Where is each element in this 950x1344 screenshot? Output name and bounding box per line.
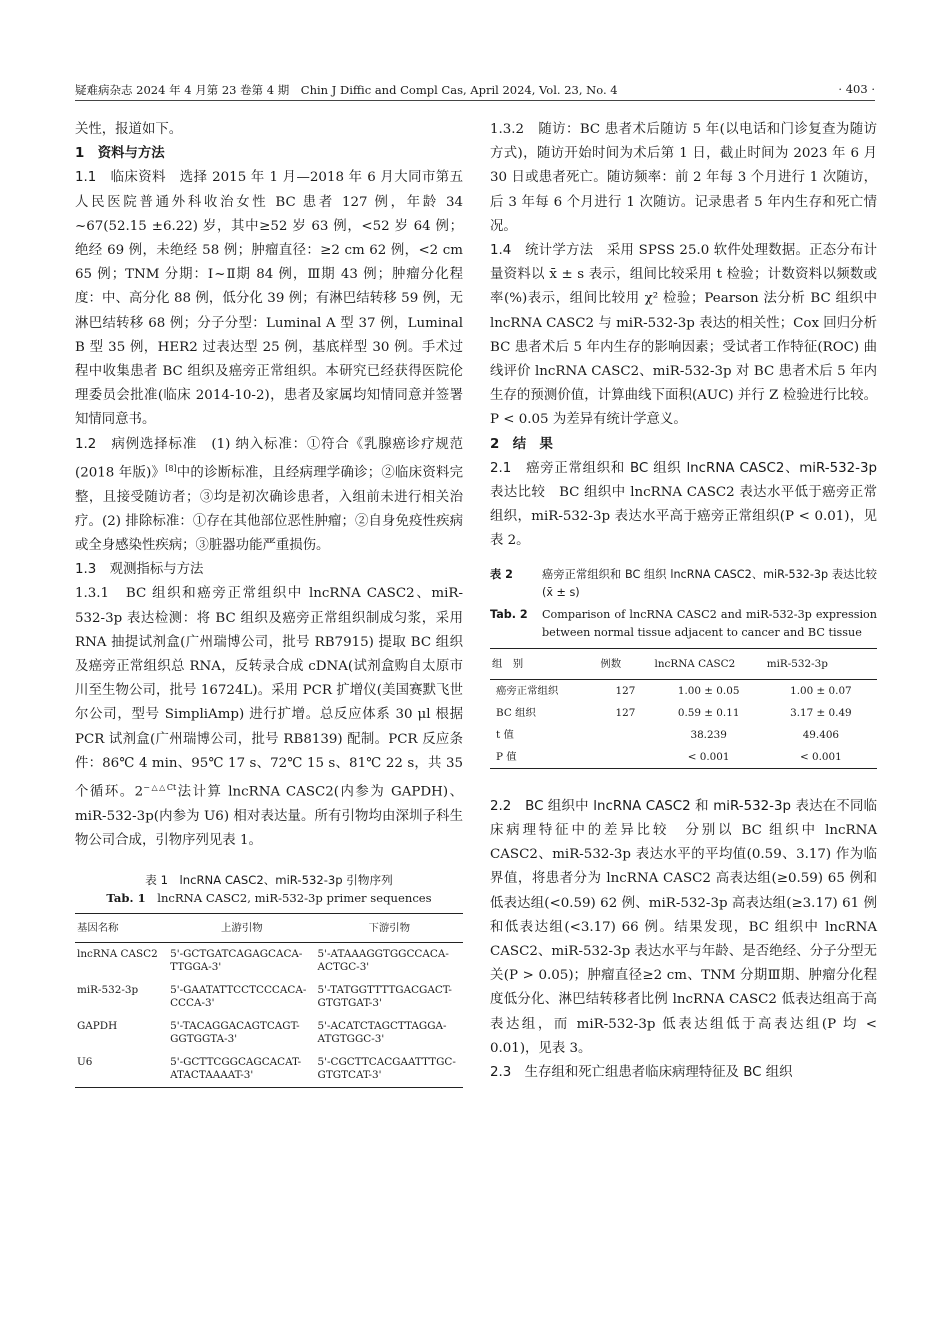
table-cell: < 0.001 [799,750,842,763]
table-cell: 5'-CGCTTCACGAATTTGC-GTGTCAT-3' [317,1056,456,1082]
column-header: 例数 [598,648,652,679]
section-heading-1: 1 资料与方法 [75,146,165,162]
table1-caption-cn: 表 1 lncRNA CASC2、miR-532-3p 引物序列 [145,873,393,888]
paragraph-1-1 [75,166,463,432]
table-cell [598,724,652,746]
paragraph-text: 分别以 BC 组织中 lncRNA CASC2、miR-532-3p 表达水平的平均值(0.59、3.17) 作为临界值，将患者分为 lncRNA CASC2 高表达组(≥0.59) 65 例和低表达组(<0.59) 62 例、miR-532-3p 高表达组(≥3.17) 61 例和低表达组(<3.17) 66 例。结果发现，BC 组织中 lncRNA CASC2、miR-532-3p 表达水平与年龄、是否绝经、分子分型无关(P > 0.05)；肿瘤直径≥2 cm、TNM 分期Ⅲ期、肿瘤分化程度低分化、淋巴结转移者比例 lncRNA CASC2 低表达组高于高表达组，而 miR-532-3p 低表达组低于高表达组(P 均 < 0.01)，见表 3。 [490,823,878,1056]
table-cell: lncRNA CASC2 [77,948,158,961]
table1-primer-sequences [75,913,463,1088]
column-header: 上游引物 [168,914,315,943]
table-row [75,943,463,980]
table-cell [598,746,652,769]
table-cell: 127 [615,706,636,719]
paragraph-text: 将 BC 组织及癌旁正常组织制成匀浆，采用 RNA 抽提试剂盒(广州瑞博公司，批号 RB7915) 提取 BC 组织及癌旁正常组织总 RNA，反转录合成 cDNA(试剂盒购自太原市川至生物公司，批号 16724L)。采用 PCR 扩增仪(美国赛默飞世尔公司，型号 SimpliAmp) 进行扩增。总反应体系 30 μl 根据 PCR 试剂盒(广州瑞博公司，批号 RB8139) 配制。PCR 反应条件：86℃ 4 min、95℃ 17 s、72℃ 15 s、81℃ 22 s，共 35 个循环。2 [75,610,463,800]
table-cell: < 0.001 [687,750,730,763]
superscript: −△△Ct [143,782,177,792]
table-cell: 1.00 ± 0.05 [677,684,740,697]
paragraph-text: 采用 SPSS 25.0 软件处理数据。正态分布计量资料以 x̄ ± s 表示，组间比较采用 t 检验；计数资料以频数或率(%)表示，组间比较用 χ² 检验；Pearson 法分析 BC 组织中 lncRNA CASC2 与 miR-532-3p 表达的相关性；Cox 回归分析 BC 患者术后 5 年内生存的影响因素；受试者工作特征(ROC) 曲线评价 lncRNA CASC2、miR-532-3p 对 BC 患者术后 5 年内生存的预测价值，计算曲线下面积(AUC) 并行 Z 检验进行比较。P < 0.05 为差异有统计学意义。 [490,243,877,428]
table-row [75,1015,463,1051]
table1-caption [75,871,463,907]
subheading: 1.4 统计学方法 [490,243,594,259]
paragraph-text: 法计算 lncRNA CASC2(内参为 GAPDH)、miR-532-3p(内参为 U6) 相对表达量。所有引物均由深圳子科生物公司合成，引物序列见表 1。 [75,784,463,848]
table2-caption-en [490,606,877,642]
column-header: 基因名称 [75,914,168,943]
subheading: 2.2 BC 组织中 lncRNA CASC2 和 miR-532-3p 表达在不同临床病理特征中的差异比较 [490,798,877,839]
caption-text: lncRNA CASC2, miR-532-3p primer sequences [157,891,432,906]
table2-caption [490,566,889,642]
paragraph-1-3-2 [490,118,877,239]
table-cell: P 值 [496,750,517,763]
table-cell: 5'-ACATCTAGCTTAGGA-ATGTGGC-3' [317,1020,447,1046]
journal-citation: 疑难病杂志 2024 年 4 月第 23 卷第 4 期 Chin J Diffic and Compl Cas, April 2024, Vol. 23, No. 4 [75,83,618,97]
table-cell: 49.406 [802,728,840,741]
paragraph-text: 选择 2015 年 1 月—2018 年 6 月大同市第五人民医院普通外科收治女性 BC 患者 127 例，年龄 34 ~67(52.15 ±6.22) 岁，其中≥52 岁 63 例，<52 岁 64 例；绝经 69 例，未绝经 58 例；肿瘤直径：≥2 cm 62 例，<2 cm 65 例；TNM 分期：Ⅰ~Ⅱ期 84 例，Ⅲ期 43 例；肿瘤分化程度：中、高分化 88 例，低分化 39 例；有淋巴结转移 59 例，无淋巴结转移 68 例；分子分型：Luminal A 型 37 例，Luminal B 型 35 例，HER2 过表达型 25 例，基底样型 30 例。手术过程中收集患者 BC 组织及癌旁正常组织。本研究已经获得医院伦理委员会批准(临床 2014-10-2)，患者及家属均知情同意并签署知情同意书。 [75,170,464,428]
paragraph-1-2 [75,433,463,558]
paragraph-2-2 [490,795,877,1061]
subheading: 1.3.2 随访： [490,122,580,137]
left-column [75,118,463,1088]
subheading-2-3: 2.3 生存组和死亡组患者临床病理特征及 BC 组织 [490,1065,793,1081]
table2-expression-comparison [490,648,877,769]
page-number: · 403 · [838,82,875,96]
running-header [75,80,875,101]
table-cell: 5'-GAATATTCCTCCCACA-CCCA-3' [170,984,307,1010]
table-cell: 5'-TATGGTTTTGACGACT-GTGTGAT-3' [317,984,452,1010]
table-cell: 5'-TACAGGACAGTCAGT-GGTGGTA-3' [170,1020,300,1046]
paragraph-text: BC 组织中 lncRNA CASC2 表达水平低于癌旁正常组织，miR-532-3p 表达水平高于癌旁正常组织(P < 0.01)，见表 2。 [490,485,878,549]
caption-label: 表 2 [490,567,513,581]
table-row [490,679,877,702]
caption-text: Comparison of lncRNA CASC2 and miR-532-3p expression between normal tissue adjacent to cancer and BC tissue [542,607,877,639]
subheading: 2.1 癌旁正常组织和 BC 组织 lncRNA CASC2、miR-532-3p 表达比较 [490,460,877,501]
table-cell: t 值 [496,728,514,741]
reference-mark: [8] [165,463,177,473]
table1-caption-en [75,889,463,907]
paragraph-2-1 [490,457,877,554]
table-cell: 3.17 ± 0.49 [790,706,852,719]
table-cell: 5'-ATAAAGGTGGCCACA-ACTGC-3' [317,948,449,974]
column-header: 下游引物 [316,914,463,943]
table-cell: U6 [77,1056,93,1069]
table2-caption-cn [490,566,889,602]
table-cell: miR-532-3p [77,984,139,997]
column-header: lncRNA CASC2 [653,648,765,679]
table-cell: 127 [615,684,636,697]
table-cell: 0.59 ± 0.11 [677,706,740,719]
table-cell: 癌旁正常组织 [496,684,559,697]
table-row [75,1051,463,1088]
paragraph-text: 中的诊断标准，且经病理学确诊；②临床资料完整，且接受随访者；③均是初次确诊患者，入组前未进行相关治疗。(2) 排除标准：①存在其他部位恶性肿瘤；②自身免疫性疾病或全身感染性疾病；③脏器功能严重损伤。 [75,465,463,553]
table-row [75,979,463,1015]
paragraph-1-3-1 [75,582,463,853]
caption-label: Tab. 2 [490,607,528,621]
table-cell: 38.239 [690,728,727,741]
table-row [490,746,877,769]
subheading: 1.1 临床资料 [75,170,166,186]
subheading-1-3: 1.3 观测指标与方法 [75,562,204,578]
table-row [490,724,877,746]
caption-text: 癌旁正常组织和 BC 组织 lncRNA CASC2、miR-532-3p 表达比较 (x̄ ± s) [542,567,889,599]
table-cell: 5'-GCTTCGGCAGCACAT-ATACTAAAAT-3' [170,1056,302,1082]
caption-label: Tab. 1 [106,891,146,906]
subheading: 1.2 病例选择标准 [75,436,198,452]
section-heading-2: 2 结 果 [490,436,553,452]
paragraph: 关性，报道如下。 [75,122,183,137]
paragraph-text: (1) 纳入标准：①符合《乳腺癌诊疗规范(2018 年版)》 [75,436,464,481]
subheading: 1.3.1 BC 组织和癌旁正常组织中 lncRNA CASC2、miR-532-3p 表达检测： [75,586,463,626]
paragraph-1-4 [490,239,877,433]
table-row [490,702,877,724]
table-cell: GAPDH [77,1020,118,1033]
table-cell: 5'-GCTGATCAGAGCACA-TTGGA-3' [170,948,303,974]
right-column [490,118,889,1085]
column-header: 组 别 [490,648,598,679]
table-cell: BC 组织 [496,706,536,719]
table-cell: 1.00 ± 0.07 [790,684,852,697]
paragraph-text: BC 患者术后随访 5 年(以电话和门诊复查为随访方式)，随访开始时间为术后第 1 日，截止时间为 2023 年 6 月 30 日或患者死亡。随访频率：前 2 年每 3 个月进行 1 次随访，后 3 年每 6 个月进行 1 次随访。记录患者 5 年内生存和死亡情况。 [490,122,877,234]
column-header: miR-532-3p [765,648,877,679]
